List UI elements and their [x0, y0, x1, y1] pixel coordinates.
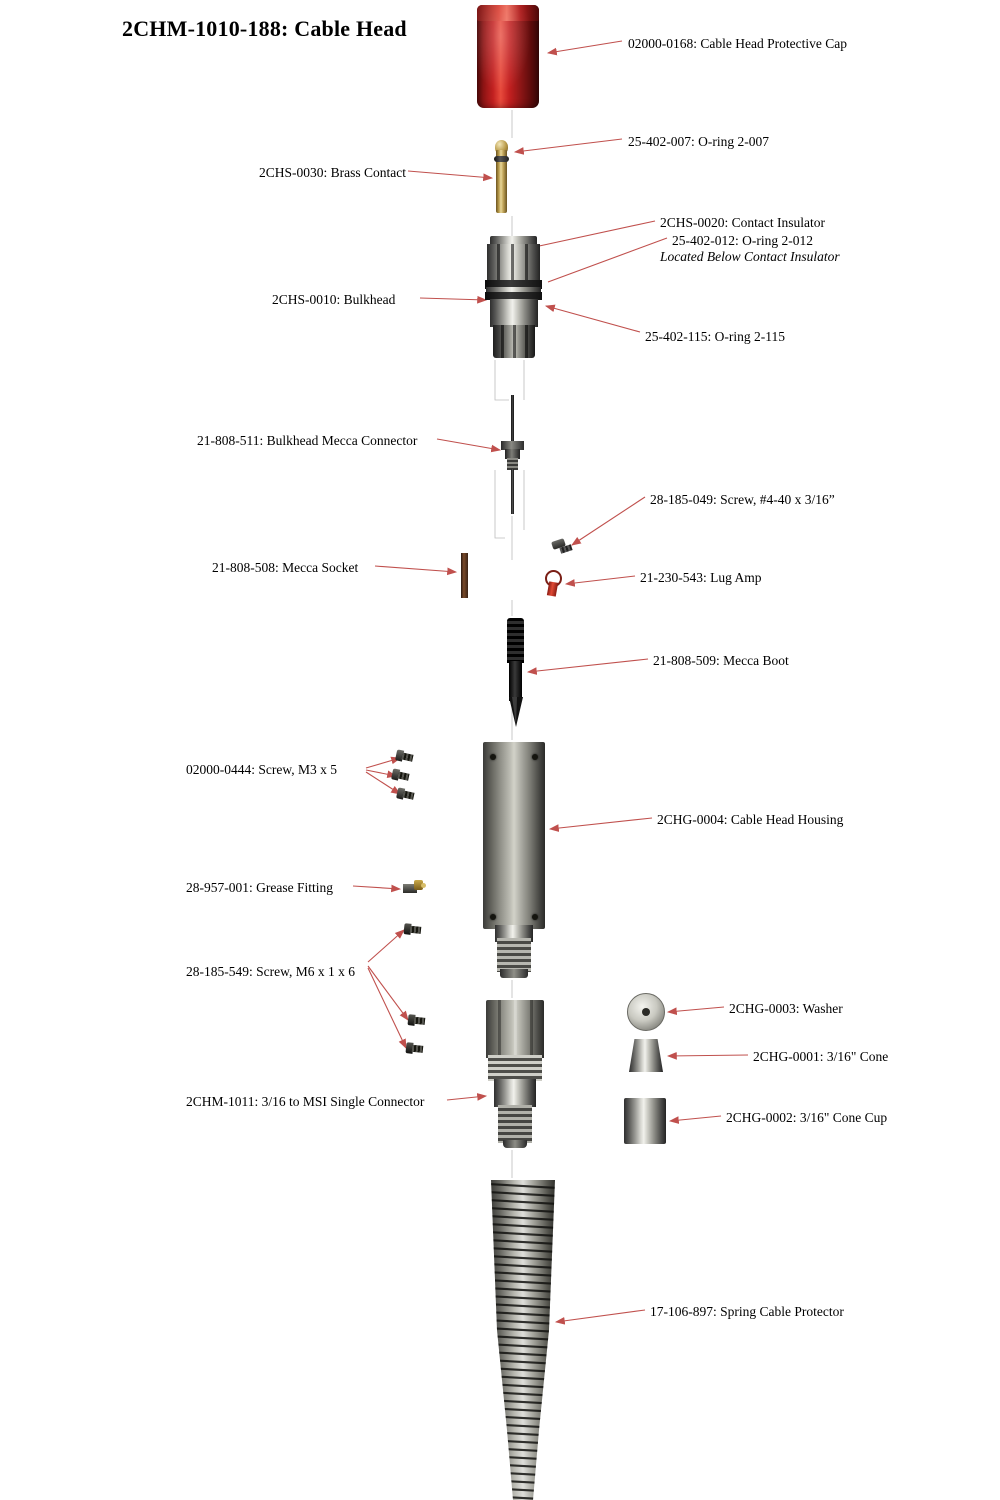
label-oring-2-007: 25-402-007: O-ring 2-007 [628, 134, 769, 149]
label-screw-m6: 28-185-549: Screw, M6 x 1 x 6 [186, 964, 355, 979]
part-screw-m6-1 [403, 923, 421, 936]
label-cone-cup: 2CHG-0002: 3/16" Cone Cup [726, 1110, 888, 1125]
part-cable-head-protective-cap [477, 5, 539, 108]
part-cone-cup [624, 1098, 666, 1144]
label-oring-2-012-note: Located Below Contact Insulator [660, 249, 840, 264]
part-msi-connector-thread [498, 1105, 532, 1143]
cap-highlight [477, 5, 539, 108]
label-cone: 2CHG-0001: 3/16" Cone [753, 1049, 889, 1064]
part-bulkhead-body [490, 299, 538, 327]
part-msi-connector-tip [503, 1140, 527, 1148]
label-contact-insulator: 2CHS-0020: Contact Insulator [660, 215, 825, 230]
label-msi-single-connector: 2CHM-1011: 3/16 to MSI Single Connector [186, 1094, 425, 1109]
label-brass-contact: 2CHS-0030: Brass Contact [259, 165, 406, 180]
part-screw-m3-3 [396, 787, 415, 801]
part-bulkhead-skirt [493, 325, 535, 358]
part-washer [627, 993, 665, 1031]
washer-bore [642, 1008, 650, 1016]
part-screw-m3-2 [391, 768, 410, 782]
part-mecca-boot-ribbed [507, 618, 524, 663]
part-housing-thread [497, 938, 531, 972]
label-oring-2-115: 25-402-115: O-ring 2-115 [645, 329, 785, 344]
label-mecca-boot: 21-808-509: Mecca Boot [653, 653, 789, 668]
part-oring-2-007 [494, 156, 509, 162]
part-mecca-boot-tip [504, 697, 528, 727]
part-mecca-socket [461, 553, 468, 598]
label-bulkhead-mecca-connector: 21-808-511: Bulkhead Mecca Connector [197, 433, 418, 448]
page-title: 2CHM-1010-188: Cable Head [122, 16, 407, 41]
label-bulkhead: 2CHS-0010: Bulkhead [272, 292, 396, 307]
part-grease-fitting-tip [421, 883, 426, 888]
part-cone [629, 1039, 663, 1072]
part-bulkhead-neck [487, 244, 540, 282]
label-mecca-socket: 21-808-508: Mecca Socket [212, 560, 359, 575]
part-msi-connector-body [486, 1000, 544, 1058]
part-housing-tip [500, 969, 528, 978]
label-washer: 2CHG-0003: Washer [729, 1001, 843, 1016]
label-cable-head-protective-cap: 02000-0168: Cable Head Protective Cap [628, 36, 847, 51]
label-lug-amp: 21-230-543: Lug Amp [640, 570, 762, 585]
part-msi-connector-rings [488, 1055, 542, 1081]
part-screw-m6-3 [405, 1042, 423, 1055]
label-oring-2-012: 25-402-012: O-ring 2-012 [672, 233, 813, 248]
part-screw-m6-2 [407, 1014, 425, 1027]
part-lug-amp-body [547, 581, 558, 596]
part-mecca-connector-pin [511, 395, 514, 443]
part-mecca-connector-tail [511, 469, 514, 514]
label-grease-fitting: 28-957-001: Grease Fitting [186, 880, 333, 895]
label-spring-cable-protector: 17-106-897: Spring Cable Protector [650, 1304, 844, 1319]
part-cable-head-housing [483, 742, 545, 929]
part-msi-connector-shoulder [494, 1079, 536, 1107]
part-screw-m3-1 [395, 749, 414, 763]
label-screw-m3: 02000-0444: Screw, M3 x 5 [186, 762, 337, 777]
label-screw-4-40: 28-185-049: Screw, #4-40 x 3/16” [650, 492, 835, 507]
part-spring-cable-protector [487, 1180, 559, 1500]
part-mecca-boot-body [509, 661, 522, 701]
label-cable-head-housing: 2CHG-0004: Cable Head Housing [657, 812, 844, 827]
